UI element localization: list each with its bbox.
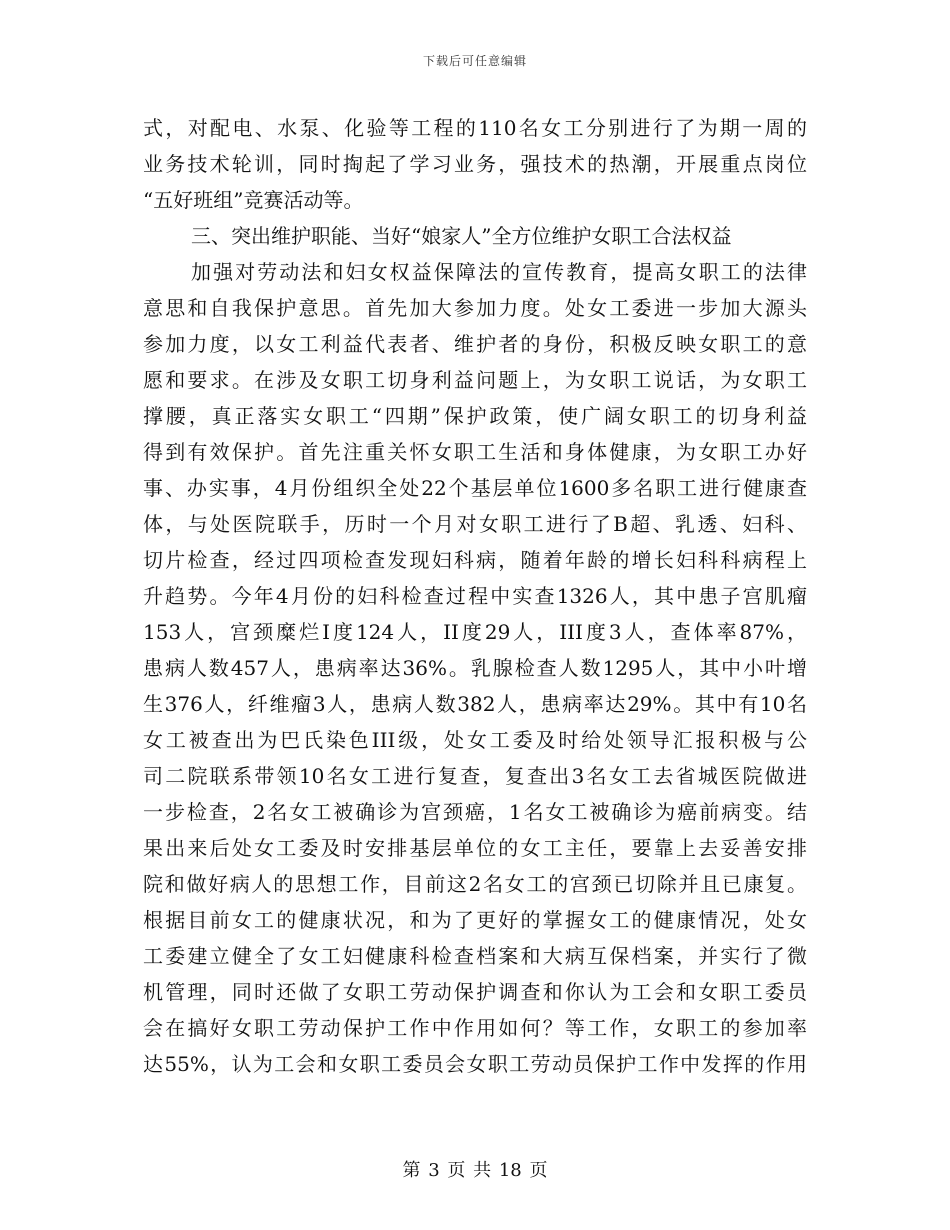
body-line: 业务技术轮训，同时掏起了学习业务，强技术的热潮，开展重点岗位 xyxy=(143,152,807,176)
body-line: 加强对劳动法和妇女权益保障法的宣传教育，提高女职工的法律 xyxy=(191,260,807,284)
body-line: 院和做好病人的思想工作，目前这2名女工的宫颈已切除并且已康复。 xyxy=(143,872,807,896)
body-line: 生376人，纤维瘤3人，患病人数382人，患病率达29%。其中有10名 xyxy=(143,692,807,716)
body-line: 撑腰，真正落实女职工“四期”保护政策，使广阔女职工的切身利益 xyxy=(143,404,807,428)
body-line: 达55%，认为工会和女职工委员会女职工劳动员保护工作中发挥的作用 xyxy=(143,1052,807,1076)
body-line: 切片检查，经过四项检查发现妇科病，随着年龄的增长妇科科病程上 xyxy=(143,548,807,572)
body-line: 体，与处医院联手，历时一个月对女职工进行了B超、乳透、妇科、 xyxy=(143,512,807,536)
body-line: 工委建立健全了女工妇健康科检查档案和大病互保档案，并实行了微 xyxy=(143,944,807,968)
body-line: 根据目前女工的健康状况，和为了更好的掌握女工的健康情况，处女 xyxy=(143,908,807,932)
body-line: 参加力度，以女工利益代表者、维护者的身份，积极反映女职工的意 xyxy=(143,332,807,356)
body-line: 果出来后处女工委及时安排基层单位的女工主任，要靠上去妥善安排 xyxy=(143,836,807,860)
body-line: 事、办实事，4月份组织全处22个基层单位1600多名职工进行健康查 xyxy=(143,476,807,500)
body-line: 升趋势。今年4月份的妇科检查过程中实查1326人，其中患子宫肌瘤 xyxy=(143,584,807,608)
body-line: 愿和要求。在涉及女职工切身利益问题上，为女职工说话，为女职工 xyxy=(143,368,807,392)
body-line: 得到有效保护。首先注重关怀女职工生活和身体健康，为女职工办好 xyxy=(143,440,807,464)
body-line: “五好班组”竞赛活动等。 xyxy=(143,188,364,212)
body-line: 患病人数457人，患病率达36%。乳腺检查人数1295人，其中小叶增 xyxy=(143,656,807,680)
body-line: 一步检查，2名女工被确诊为宫颈癌，1名女工被确诊为癌前病变。结 xyxy=(143,800,807,824)
body-line: 会在搞好女职工劳动保护工作中作用如何？等工作，女职工的参加率 xyxy=(143,1016,807,1040)
body-line: 机管理，同时还做了女职工劳动保护调查和你认为工会和女职工委员 xyxy=(143,980,807,1004)
section-heading: 三、突出维护职能、当好“娘家人”全方位维护女职工合法权益 xyxy=(191,224,732,248)
body-line: 司二院联系带领10名女工进行复查，复查出3名女工去省城医院做进 xyxy=(143,764,807,788)
body-line: 式，对配电、水泵、化验等工程的110名女工分别进行了为期一周的 xyxy=(143,116,807,140)
body-line: 女工被查出为巴氏染色III级，处女工委及时给处领导汇报积极与公 xyxy=(143,728,807,752)
document-body xyxy=(143,110,807,1082)
page-header: 下载后可任意编辑 xyxy=(422,54,527,68)
body-line: 意思和自我保护意思。首先加大参加力度。处女工委进一步加大源头 xyxy=(143,296,807,320)
body-line: 153人，宫颈糜烂I度124人，II度29人，III度3人，查体率87%， xyxy=(143,620,807,644)
page-number: 第 3 页 共 18 页 xyxy=(402,1160,548,1181)
